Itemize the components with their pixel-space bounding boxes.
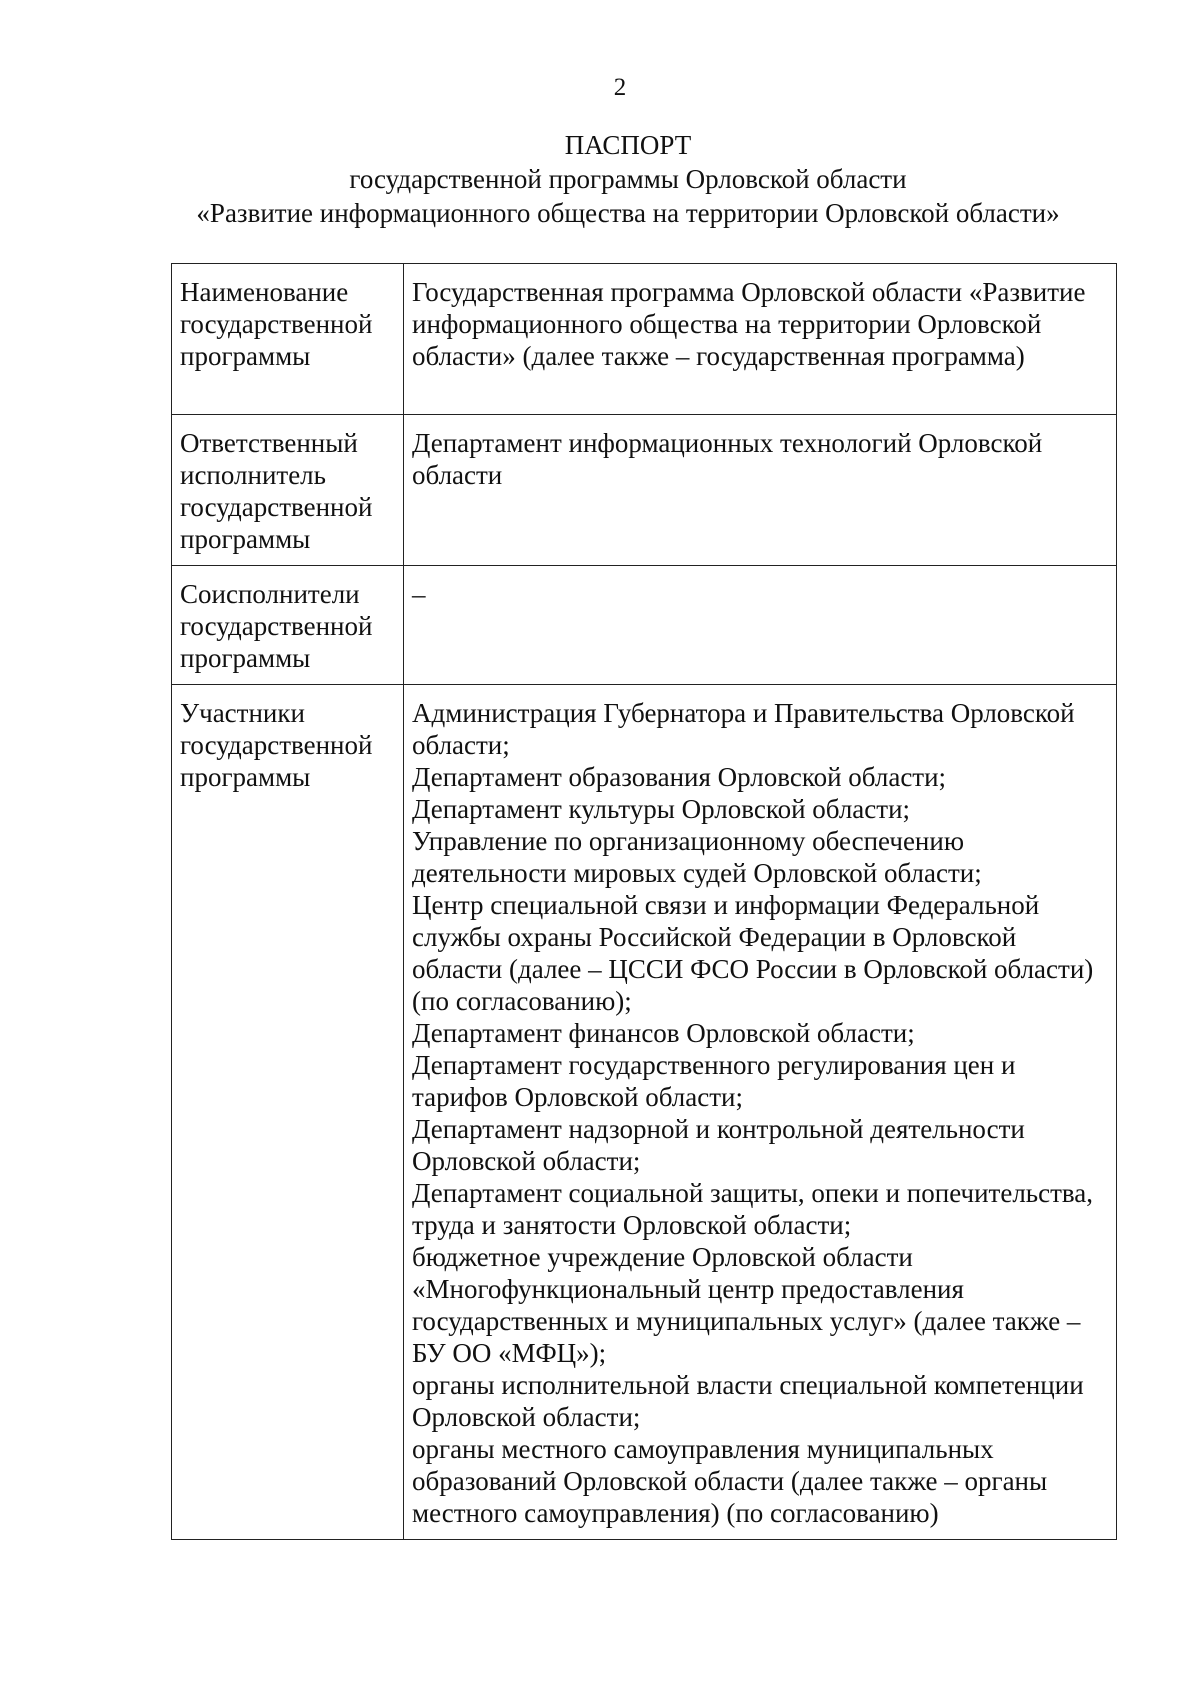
list-item: Департамент культуры Орловской области; — [412, 794, 911, 824]
list-item: Департамент надзорной и контрольной деятельности Орловской области; — [412, 1114, 1025, 1176]
row-value: – — [404, 566, 1117, 685]
row-label: Участники государственной программы — [172, 685, 404, 1540]
list-item: Департамент государственного регулирования цен и тарифов Орловской области; — [412, 1050, 1016, 1112]
row-label: Наименование государственной программы — [172, 264, 404, 415]
document-title: ПАСПОРТ — [564, 130, 692, 160]
list-item: Управление по организационному обеспечению деятельности мировых судей Орловской области; — [412, 826, 982, 888]
table-row — [172, 685, 1117, 1540]
row-label: Ответственный исполнитель государственной программы — [172, 415, 404, 566]
passport-table — [171, 263, 1117, 1540]
list-item: Департамент финансов Орловской области; — [412, 1018, 915, 1048]
list-item: Департамент образования Орловской области; — [412, 762, 947, 792]
row-value: Департамент информационных технологий Орловской области — [404, 415, 1117, 566]
list-item: Администрация Губернатора и Правительства Орловской области; — [412, 698, 1075, 760]
row-label: Соисполнители государственной программы — [172, 566, 404, 685]
table-row — [172, 415, 1117, 566]
list-item: Центр специальной связи и информации Федеральной службы охраны Российской Федерации в Орловской области (далее – ЦССИ ФСО России в Орловской области) (по согласованию); — [412, 890, 1094, 1016]
table-row — [172, 566, 1117, 685]
list-item: Департамент социальной защиты, опеки и попечительства, труда и занятости Орловской области; — [412, 1178, 1094, 1240]
document-subtitle: государственной программы Орловской области — [349, 164, 907, 194]
list-item: органы исполнительной власти специальной компетенции Орловской области; — [412, 1370, 1084, 1432]
document-heading — [0, 128, 1200, 230]
page-number: 2 — [613, 74, 627, 101]
list-item: органы местного самоуправления муниципальных образований Орловской области (далее также – органы местного самоуправления) (по согласованию) — [412, 1434, 1048, 1528]
participants-list — [404, 685, 1117, 1540]
program-name: «Развитие информационного общества на территории Орловской области» — [196, 198, 1060, 228]
list-item: бюджетное учреждение Орловской области «Многофункциональный центр предоставления государственных и муниципальных услуг» (далее также – БУ ОО «МФЦ»); — [412, 1242, 1081, 1368]
row-value: Государственная программа Орловской области «Развитие информационного общества на территории Орловской области» (далее также – государственная программа) — [404, 264, 1117, 415]
table-row — [172, 264, 1117, 415]
